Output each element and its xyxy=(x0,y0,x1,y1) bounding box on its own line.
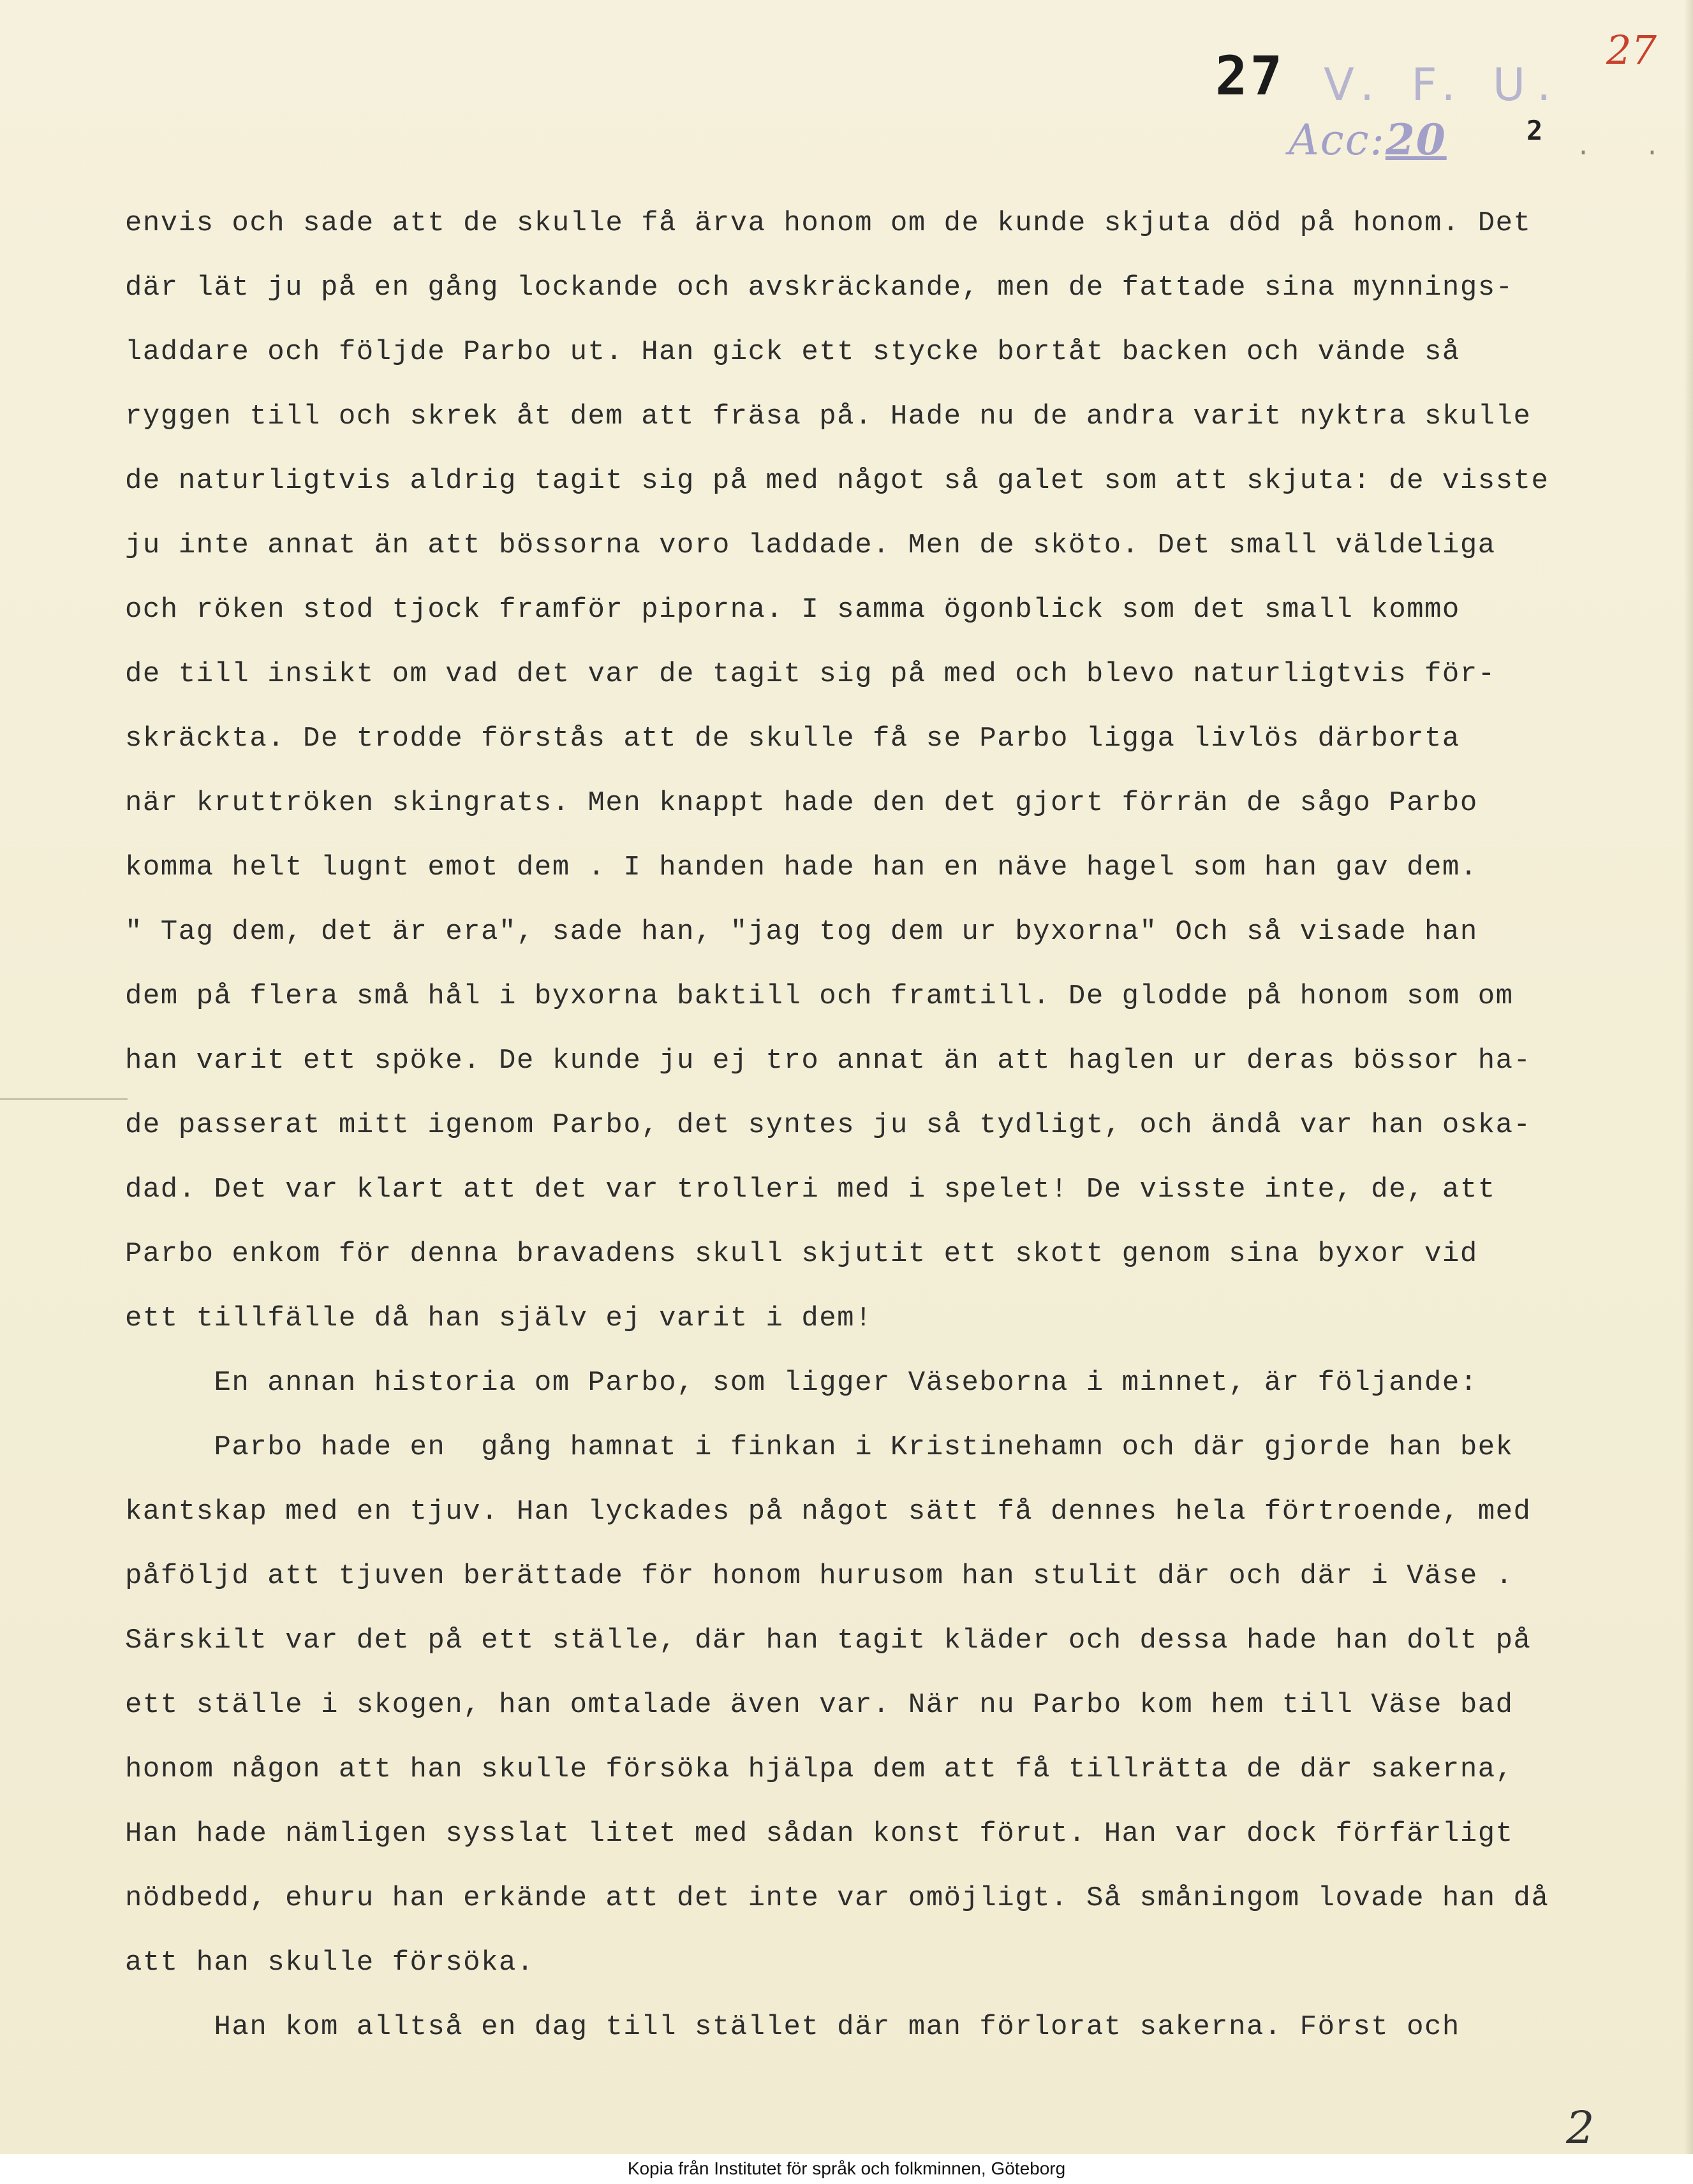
text-line: " Tag dem, det är era", sade han, "jag tog dem ur byxorna" Och så visade han xyxy=(125,916,1478,948)
page-edge-shadow xyxy=(1684,0,1693,2184)
text-line: ryggen till och skrek åt dem att fräsa på. Hade nu de andra varit nyktra skulle xyxy=(125,401,1532,432)
text-line: dem på flera små hål i byxorna baktill och framtill. De glodde på honom som om xyxy=(125,980,1514,1012)
text-line: En annan historia om Parbo, som ligger Väseborna i minnet, är följande: xyxy=(125,1367,1478,1399)
text-line: och röken stod tjock framför piporna. I samma ögonblick som det small kommo xyxy=(125,594,1460,626)
text-line: nödbedd, ehuru han erkände att det inte var omöjligt. Så småningom lovade han då xyxy=(125,1882,1549,1914)
text-line: påföljd att tjuven berättade för honom hurusom han stulit där och där i Väse . xyxy=(125,1560,1514,1592)
red-handwritten-number: 27 xyxy=(1606,27,1657,73)
text-line: dad. Det var klart att det var trolleri med i spelet! De visste inte, de, att xyxy=(125,1174,1496,1206)
handwritten-page-number: 2 xyxy=(1566,2102,1595,2154)
text-line: ett tillfälle då han själv ej varit i dem! xyxy=(125,1302,873,1334)
typed-page-number: 27 xyxy=(1215,45,1285,107)
text-line: att han skulle försöka. xyxy=(125,1947,535,1979)
text-line: honom någon att han skulle försöka hjälpa dem att få tillrätta de där sakerna, xyxy=(125,1753,1514,1785)
archive-stamp: V. F. U. xyxy=(1324,59,1563,111)
text-line: Parbo enkom för denna bravadens skull skjutit ett skott genom sina byxor vid xyxy=(125,1238,1478,1270)
text-line: Parbo hade en gång hamnat i finkan i Kristinehamn och där gjorde han bek xyxy=(125,1431,1514,1463)
text-line: laddare och följde Parbo ut. Han gick ett stycke bortåt backen och vände så xyxy=(125,336,1460,368)
accession-number: 20 xyxy=(1385,115,1447,165)
margin-dots: . . xyxy=(1576,134,1680,163)
archive-credit-footer: Kopia från Institutet för språk och folkminnen, Göteborg xyxy=(0,2154,1693,2184)
text-line: de passerat mitt igenom Parbo, det syntes ju så tydligt, och ändå var han oska- xyxy=(125,1109,1532,1141)
text-line: de till insikt om vad det var de tagit sig på med och blevo naturligtvis för- xyxy=(125,658,1496,690)
text-line: ju inte annat än att bössorna voro laddade. Men de sköto. Det small väldeliga xyxy=(125,529,1496,561)
fold-mark xyxy=(0,1098,128,1100)
typewritten-body xyxy=(125,191,1669,2060)
text-line: Särskilt var det på ett ställe, där han tagit kläder och dessa hade han dolt på xyxy=(125,1625,1532,1656)
text-line: kantskap med en tjuv. Han lyckades på något sätt få dennes hela förtroende, med xyxy=(125,1496,1532,1528)
text-line: Han hade nämligen sysslat litet med sådan konst förut. Han var dock förfärligt xyxy=(125,1818,1514,1850)
text-line: han varit ett spöke. De kunde ju ej tro annat än att haglen ur deras bössor ha- xyxy=(125,1045,1532,1077)
sheet-number: 2 xyxy=(1527,115,1543,146)
text-line: där lät ju på en gång lockande och avskräckande, men de fattade sina mynnings- xyxy=(125,272,1514,304)
text-line: ett ställe i skogen, han omtalade även var. När nu Parbo kom hem till Väse bad xyxy=(125,1689,1514,1721)
accession-prefix: Acc: xyxy=(1289,115,1386,165)
text-line: de naturligtvis aldrig tagit sig på med något så galet som att skjuta: de visste xyxy=(125,465,1549,497)
text-line: när kruttröken skingrats. Men knappt hade den det gjort förrän de sågo Parbo xyxy=(125,787,1478,819)
text-line: komma helt lugnt emot dem . I handen hade han en näve hagel som han gav dem. xyxy=(125,852,1478,883)
text-line: envis och sade att de skulle få ärva honom om de kunde skjuta död på honom. Det xyxy=(125,207,1532,239)
text-line: skräckta. De trodde förstås att de skulle få se Parbo ligga livlös därborta xyxy=(125,723,1460,755)
text-line: Han kom alltså en dag till stället där man förlorat sakerna. Först och xyxy=(125,2011,1460,2043)
accession-stamp xyxy=(1289,115,1447,165)
